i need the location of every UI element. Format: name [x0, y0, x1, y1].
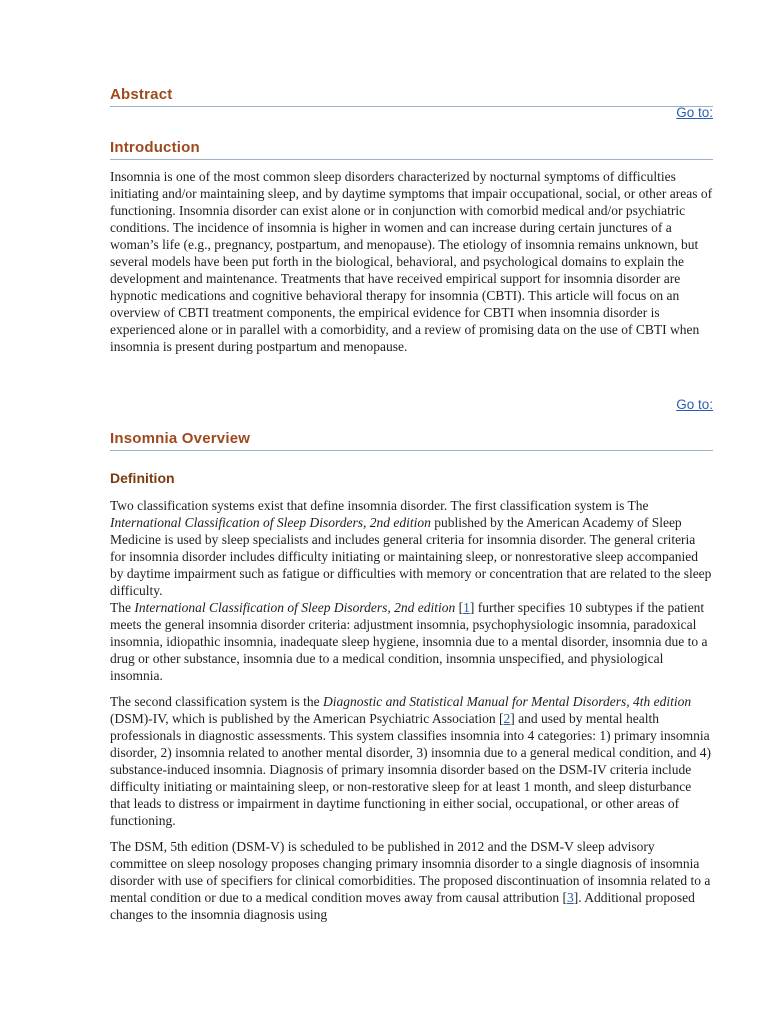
- introduction-heading: Introduction: [110, 139, 200, 156]
- definition-paragraph-1: Two classification systems exist that define insomnia disorder. The first classification system is The International Classification of Sleep Disorders, 2nd edition published by the American Academy of Sleep Medicine is used by sleep specialists and includes general criteria for insomnia disorder. The general criteria for insomnia disorder includes difficulty initiating or maintaining sleep, or nonrestorative sleep accompanied by daytime impairment such as fatigue or difficulties with memory or concentration that are related to the sleep difficulty. The International Classification of Sleep Disorders, 2nd edition [1] further specifies 10 subtypes if the patient meets the general insomnia disorder criteria: adjustment insomnia, psychophysiologic insomnia, paradoxical insomnia, idiopathic insomnia, inadequate sleep hygiene, insomnia due to a mental disorder, insomnia due to a drug or other substance, insomnia due to a medical condition, insomnia unspecified, and physiological insomnia.: [110, 498, 712, 683]
- introduction-paragraph: Insomnia is one of the most common sleep disorders characterized by nocturnal symptoms of difficulties initiating and/or maintaining sleep, and by daytime symptoms that impair occupational, social, or other areas of functioning. Insomnia disorder can exist alone or in conjunction with comorbid medical and/or psychiatric conditions. The incidence of insomnia is higher in women and can increase during certain junctures of a woman’s life (e.g., pregnancy, postpartum, and menopause). The etiology of insomnia remains unknown, but several models have been put forth in the biological, behavioral, and psychological domains to explain the development and maintenance. Treatments that have received empirical support for insomnia disorder are hypnotic medications and cognitive behavioral therapy for insomnia (CBTI). This article will focus on an overview of CBTI treatment components, the empirical evidence for CBTI when insomnia disorder is experienced alone or in parallel with a comorbidity, and a review of promising data on the use of CBTI when insomnia is present during postpartum and menopause.: [110, 169, 713, 354]
- goto-link-2[interactable]: Go to:: [676, 397, 713, 412]
- definition-paragraph-2: The second classification system is the Diagnostic and Statistical Manual for Mental Disorders, 4th edition (DSM)-IV, which is published by the American Psychiatric Association [2] and used by mental health professionals in diagnostic assessments. This system classifies insomnia into 4 categories: 1) primary insomnia disorder, 2) insomnia related to another mental disorder, 3) insomnia due to a general medical condition, and 4) substance-induced insomnia. Diagnosis of primary insomnia disorder based on the DSM-IV criteria include difficulty initiating or maintaining sleep, or non-restorative sleep for at least 1 month, and sleep disturbance that leads to distress or impairment in daytime functioning in either social, occupational, or other areas of functioning.: [110, 694, 711, 828]
- reference-link-3[interactable]: 3: [567, 890, 574, 905]
- abstract-section: [110, 86, 713, 107]
- introduction-section: [110, 139, 713, 160]
- definition-heading: Definition: [110, 470, 175, 486]
- definition-body: [110, 497, 713, 923]
- overview-section: [110, 430, 713, 451]
- reference-link-1[interactable]: 1: [463, 600, 470, 615]
- overview-divider: [110, 450, 713, 451]
- reference-link-2[interactable]: 2: [503, 711, 511, 726]
- abstract-heading: Abstract: [110, 86, 173, 103]
- abstract-divider: [110, 106, 713, 107]
- goto-link-1[interactable]: Go to:: [676, 105, 713, 120]
- definition-paragraph-3: The DSM, 5th edition (DSM-V) is scheduled to be published in 2012 and the DSM-V sleep advisory committee on sleep nosology proposes changing primary insomnia disorder to a single diagnosis of insomnia disorder with use of specifiers for clinical comorbidities. The proposed discontinuation of insomnia related to a mental condition or due to a medical condition moves away from causal attribution [3]. Additional proposed changes to the insomnia diagnosis using: [110, 839, 711, 922]
- introduction-divider: [110, 159, 713, 160]
- overview-heading: Insomnia Overview: [110, 430, 251, 447]
